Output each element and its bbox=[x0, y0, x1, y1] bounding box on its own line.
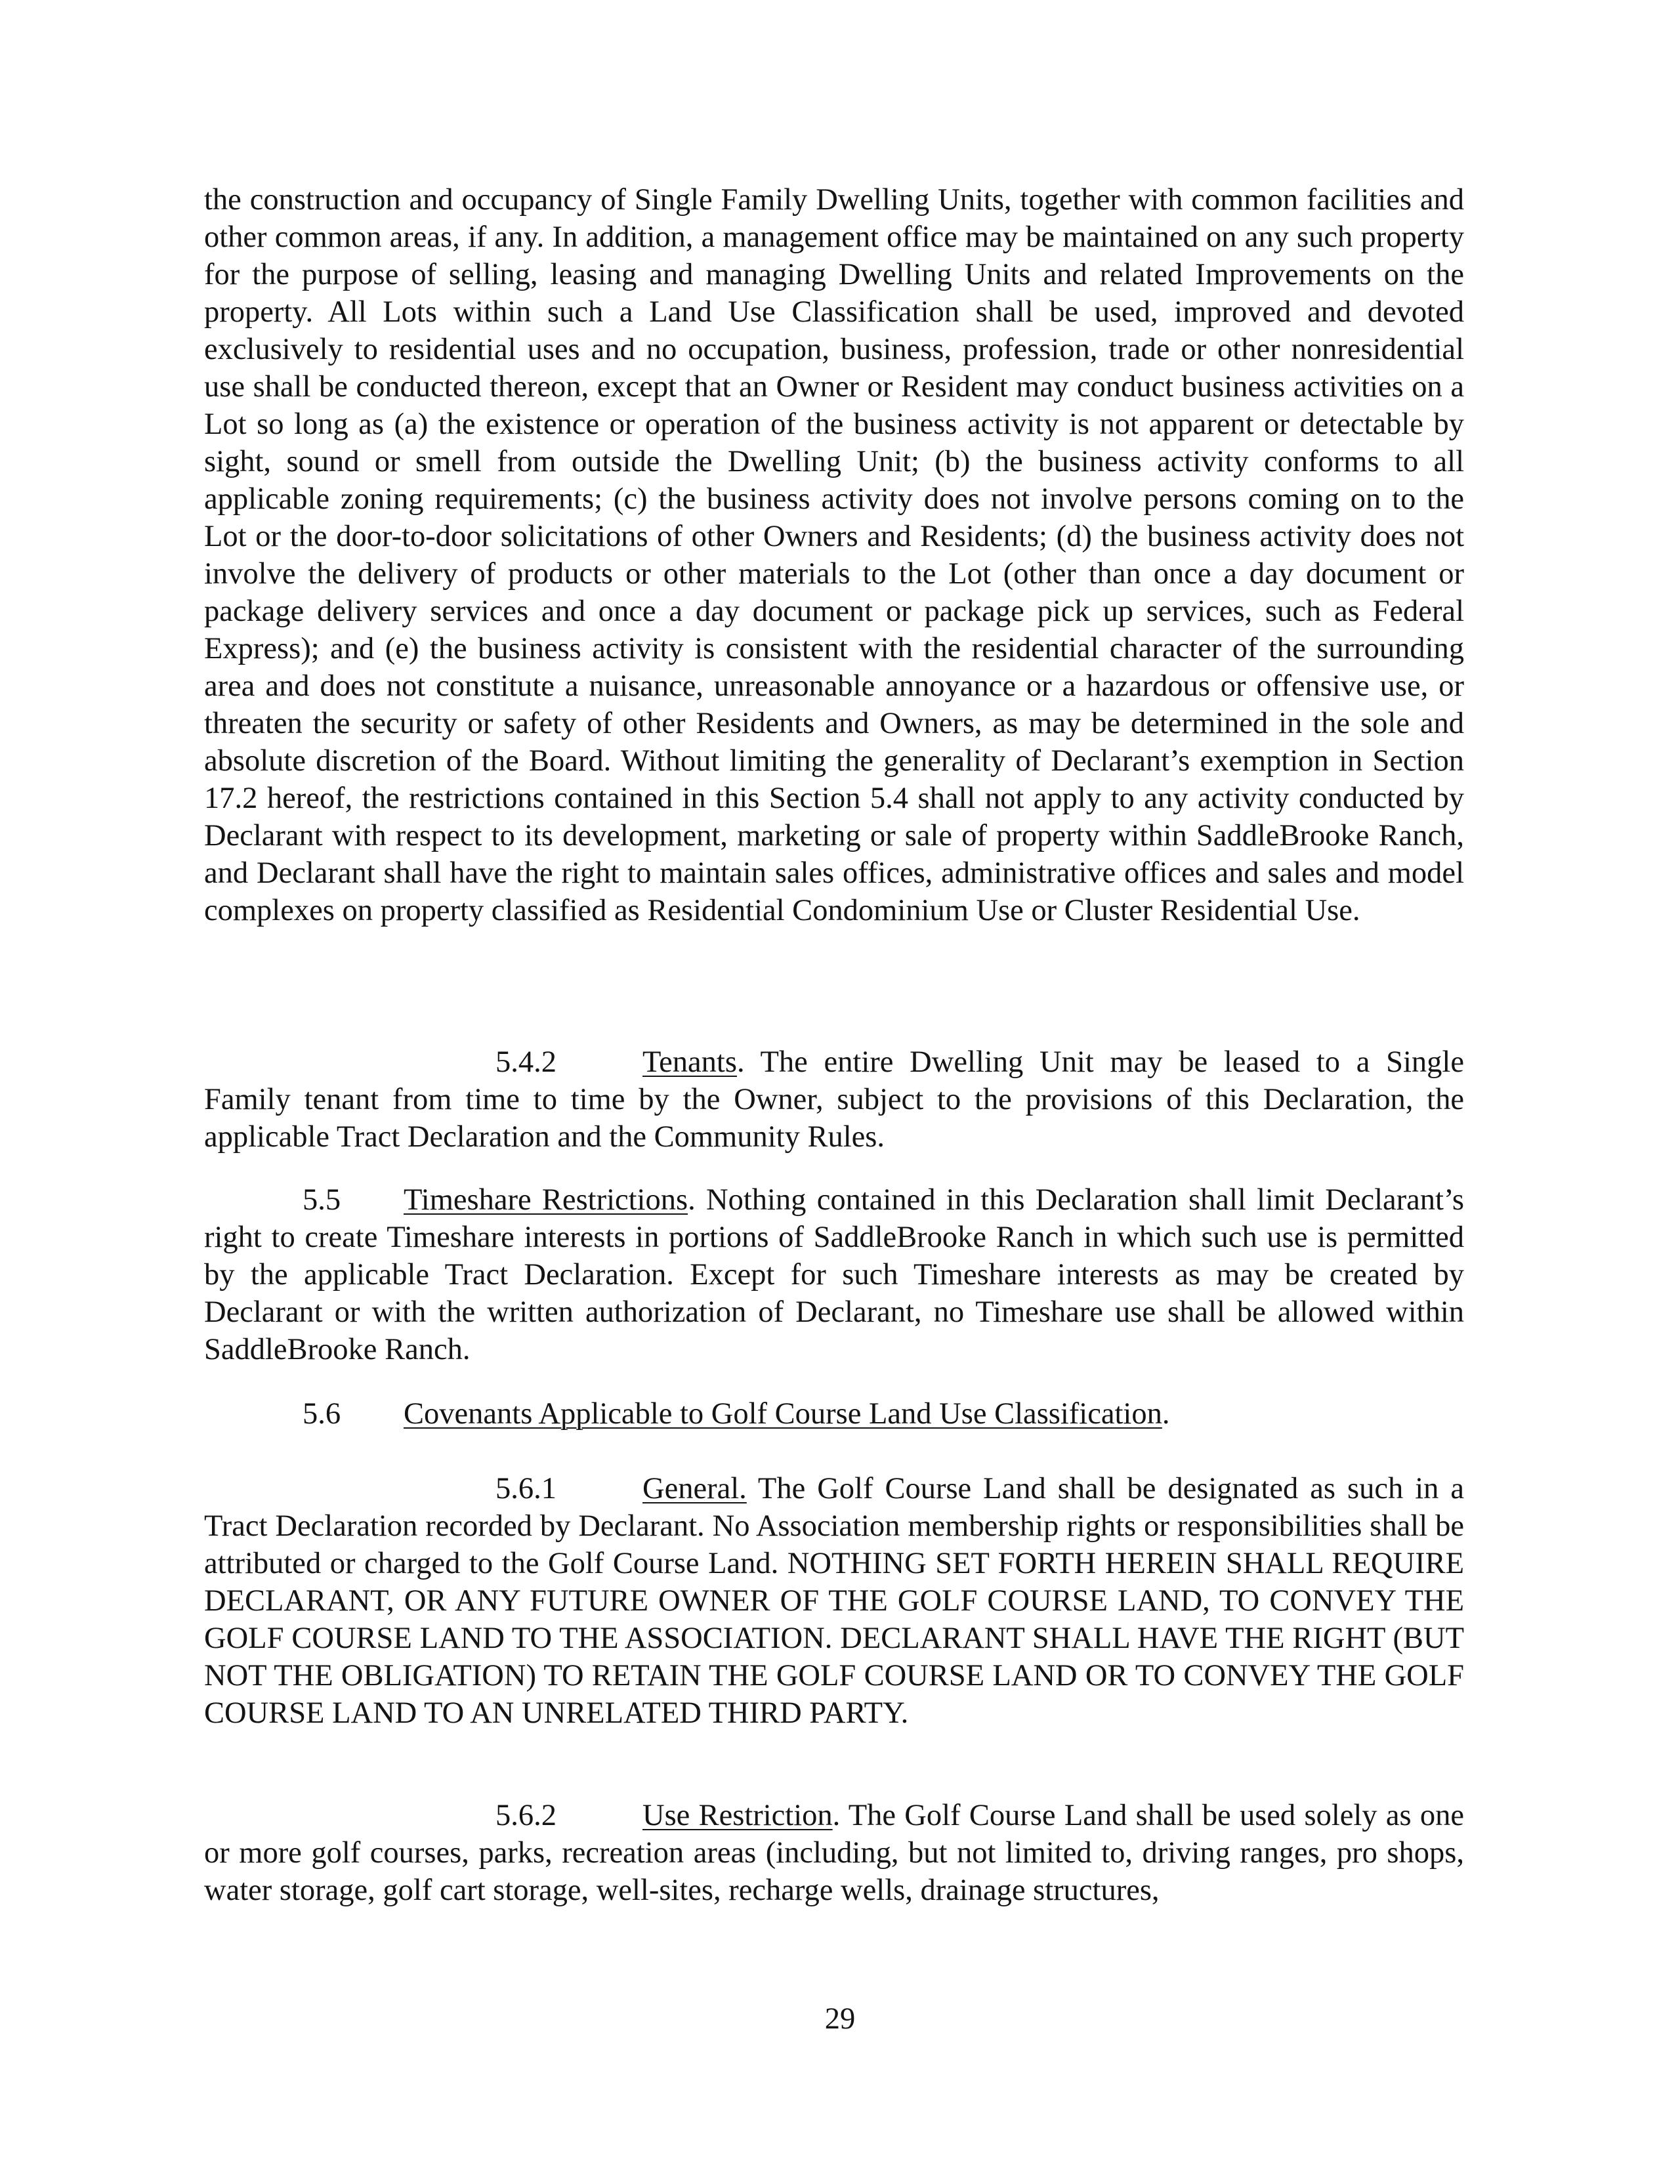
section-body: . The entire Dwelling Unit may be leased to a Single Family tenant from time to time by the Owner, subject to the provisions of this Declaration, the applicable Tract Declaration and the Community Rules. bbox=[204, 1045, 1464, 1154]
intro-paragraph bbox=[204, 181, 1464, 929]
section-number: 5.6.2 bbox=[495, 1799, 556, 1832]
section-body: . The Golf Course Land shall be used solely as one or more golf courses, parks, recreation areas (including, but not limited to, driving ranges, pro shops, water storage, golf cart storage, well-sites, recharge wells, drainage structures, bbox=[204, 1799, 1464, 1907]
section-heading: Tenants bbox=[642, 1045, 737, 1079]
section-5-5 bbox=[204, 1181, 1464, 1368]
section-5-6 bbox=[204, 1395, 1464, 1433]
page-number: 29 bbox=[824, 2002, 856, 2036]
section-number: 5.5 bbox=[303, 1183, 341, 1217]
section-number: 5.6 bbox=[303, 1397, 341, 1431]
section-heading: General. bbox=[642, 1472, 747, 1505]
section-heading: Timeshare Restrictions bbox=[404, 1183, 688, 1217]
section-5-6-1 bbox=[204, 1470, 1464, 1732]
intro-paragraph-text: the construction and occupancy of Single Family Dwelling Units, together with common facilities and other common areas, if any. In addition, a management office may be maintained on any such property for the purpose of selling, leasing and managing Dwelling Units and related Improvements on the property. All Lots within such a Land Use Classification shall be used, improved and devoted exclusively to residential uses and no occupation, business, profession, trade or other nonresidential use shall be conducted thereon, except that an Owner or Resident may conduct business activities on a Lot so long as (a) the existence or operation of the business activity is not apparent or detectable by sight, sound or smell from outside the Dwelling Unit; (b) the business activity conforms to all applicable zoning requirements; (c) the business activity does not involve persons coming on to the Lot or the door-to-door solicitations of other Owners and Residents; (d) the business activity does not involve the delivery of products or other materials to the Lot (other than once a day document or package delivery services and once a day document or package pick up services, such as Federal Express); and (e) the business activity is consistent with the residential character of the surrounding area and does not constitute a nuisance, unreasonable annoyance or a hazardous or offensive use, or threaten the security or safety of other Residents and Owners, as may be determined in the sole and absolute discretion of the Board. Without limiting the generality of Declarant’s exemption in Section 17.2 hereof, the restrictions contained in this Section 5.4 shall not apply to any activity conducted by Declarant with respect to its development, marketing or sale of property within SaddleBrooke Ranch, and Declarant shall have the right to maintain sales offices, administrative offices and sales and model complexes on property classified as Residential Condominium Use or Cluster Residential Use. bbox=[204, 183, 1464, 927]
section-5-4-2 bbox=[204, 1043, 1464, 1156]
section-body: The Golf Course Land shall be designated as such in a Tract Declaration recorded by Declarant. No Association membership rights or responsibilities shall be attributed or charged to the Golf Course Land. NOTHING SET FORTH HEREIN SHALL REQUIRE DECLARANT, OR ANY FUTURE OWNER OF THE GOLF COURSE LAND, TO CONVEY THE GOLF COURSE LAND TO THE ASSOCIATION. DECLARANT SHALL HAVE THE RIGHT (BUT NOT THE OBLIGATION) TO RETAIN THE GOLF COURSE LAND OR TO CONVEY THE GOLF COURSE LAND TO AN UNRELATED THIRD PARTY. bbox=[204, 1472, 1464, 1730]
section-number: 5.4.2 bbox=[495, 1045, 556, 1079]
section-heading: Covenants Applicable to Golf Course Land Use Classification bbox=[404, 1397, 1162, 1431]
section-body: . Nothing contained in this Declaration shall limit Declarant’s right to create Timeshare interests in portions of SaddleBrooke Ranch in which such use is permitted by the applicable Tract Declaration. Except for such Timeshare interests as may be created by Declarant or with the written authorization of Declarant, no Timeshare use shall be allowed within SaddleBrooke Ranch. bbox=[204, 1183, 1464, 1366]
section-5-6-2 bbox=[204, 1797, 1464, 1909]
section-number: 5.6.1 bbox=[495, 1472, 556, 1505]
section-heading: Use Restriction bbox=[642, 1799, 833, 1832]
section-body: . bbox=[1162, 1397, 1170, 1431]
